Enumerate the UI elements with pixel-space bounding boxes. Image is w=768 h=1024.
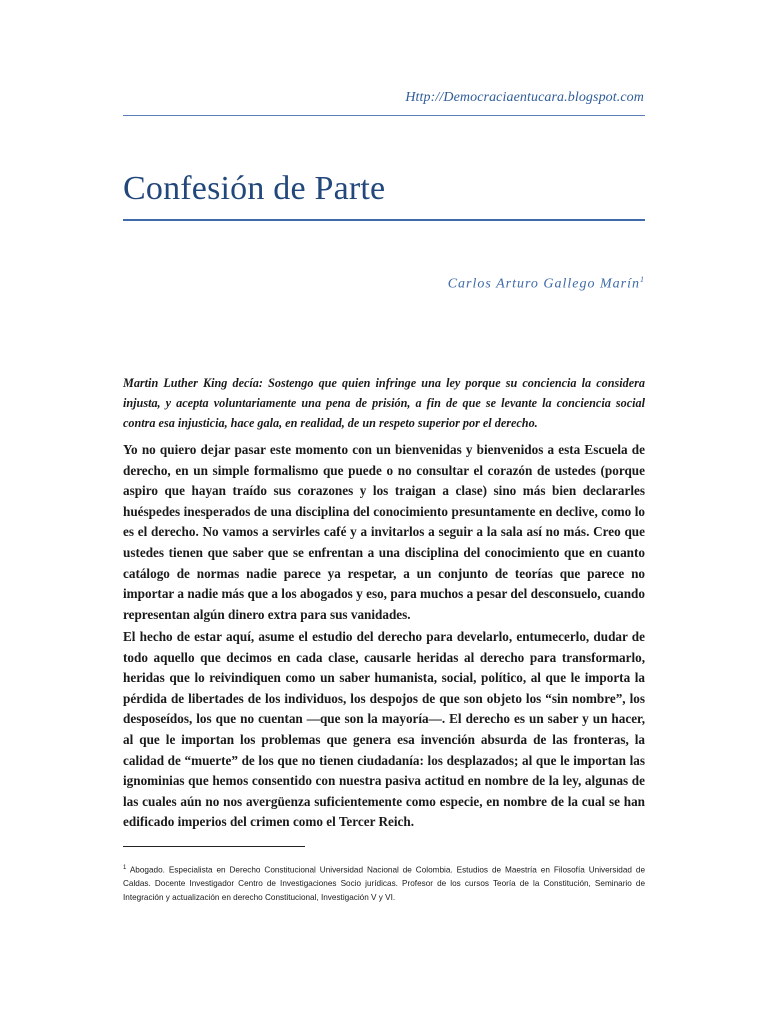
author-name: Carlos Arturo Gallego Marín bbox=[447, 276, 640, 292]
footnote-divider bbox=[123, 846, 305, 847]
title-divider bbox=[123, 219, 645, 221]
body-paragraph-2: El hecho de estar aquí, asume el estudio del derecho para develarlo, entumecerlo, dudar de todo aquello que decimos en cada clase, causarle heridas al derecho para transformarlo, heridas que lo reivindiquen como un saber humanista, social, político, al que le importa la pérdida de libertades de los individuos, los despojos de que son objeto los “sin nombre”, los desposeídos, los que no cuentan —que son la mayoría—. El derecho es un saber y un hacer, al que le importan los problemas que genera esa invención absurda de las fronteras, la calidad de “muerte” de los que no tienen ciudadanía: los desplazados; al que le importan las ignominias que hemos consentido con nuestra pasiva actitud en nombre de la ley, algunas de las cuales aún no nos avergüenza suficientemente como especie, en nombre de la cual se han edificado imperios del crimen como el Tercer Reich. bbox=[123, 629, 645, 830]
footnote-marker: 1 bbox=[123, 865, 127, 871]
blog-url-link[interactable]: Http://Democraciaentucara.blogspot.com bbox=[405, 90, 644, 105]
footnote-text: Abogado. Especialista en Derecho Constitucional Universidad Nacional de Colombia. Estudios de Maestría en Filosofía Universidad de Caldas. Docente Investigador Centro de Investigaciones Socio jurídicas. Profesor de los cursos Teoría de la Constitución, Seminario de Integración y actualización en derecho Constitucional, Investigación V y VI. bbox=[123, 865, 646, 902]
footnote bbox=[123, 862, 645, 904]
author-line bbox=[448, 275, 644, 293]
header-divider bbox=[123, 115, 645, 116]
body-paragraph-1: Yo no quiero dejar pasar este momento con un bienvenidas y bienvenidos a esta Escuela de derecho, en un simple formalismo que puede o no consultar el corazón de ustedes (porque aspiro que hayan traído sus corazones y los traigan a clase) sino más bien declararles huéspedes inesperados de una disciplina del conocimiento presuntamente en declive, como lo es el derecho. No vamos a servirles café y a invitarlos a seguir a la sala así no más. Creo que ustedes tienen que saber que se enfrentan a una disciplina del conocimiento que en cuanto catálogo de normas nadie parece ya respetar, a un conjunto de teorías que parece no importar a nadie más que a los abogados y eso, para muchos a pesar del desconsuelo, cuando representan algún dinero extra para sus vanidades. bbox=[123, 442, 645, 622]
author-footnote-marker[interactable]: 1 bbox=[640, 275, 644, 284]
epigraph: Martin Luther King decía: Sostengo que quien infringe una ley porque su conciencia la considera injusta, y acepta voluntariamente una pena de prisión, a fin de que se levante la conciencia social contra esa injusticia, hace gala, en realidad, de un respeto superior por el derecho. bbox=[123, 376, 645, 430]
document-title: Confesión de Parte bbox=[123, 170, 386, 207]
